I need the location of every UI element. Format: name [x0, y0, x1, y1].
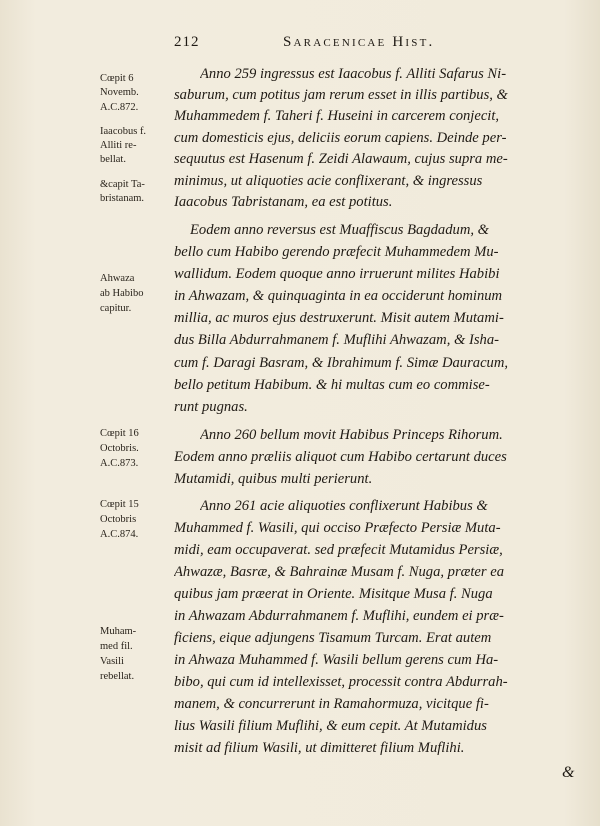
margin-note: ab Habibo: [100, 288, 144, 299]
text-line: Eodem anno præliis aliquot cum Habibo certarunt duces: [174, 449, 507, 465]
text-line: sequutus est Hasenum f. Zeidi Alawaum, cujus supra me-: [174, 151, 508, 167]
margin-note: capitur.: [100, 303, 132, 314]
margin-note: Octobris: [100, 514, 137, 525]
margin-note: bellat.: [100, 154, 126, 165]
text-line: in Ahwazam, & quinquaginta in ea occiderunt hominum: [174, 288, 503, 304]
text-line: Anno 261 acie aliquoties conflixerunt Habibus &: [200, 498, 488, 514]
margin-note: Iaacobus f.: [100, 126, 147, 137]
page-number: 212: [174, 34, 200, 50]
text-line: bello cum Habibo gerendo præfecit Muhammedem Mu-: [174, 244, 499, 260]
text-line: manem, & concurrerunt in Ramahormuza, vicitque fi-: [174, 696, 489, 712]
text-line: Mutamidi, quibus multi perierunt.: [174, 471, 373, 487]
text-line: bibo, qui cum id intellexisset, processit contra Abdurrah-: [174, 674, 508, 690]
margin-note: &capit Ta-: [100, 179, 145, 190]
text-line: Anno 260 bellum movit Habibus Princeps Rihorum.: [200, 427, 503, 443]
margin-note: Cœpit 15: [100, 499, 139, 510]
margin-note: bristanam.: [100, 193, 145, 204]
text-line: Muhammedem f. Taheri f. Huseini in carcerem conjecit,: [174, 108, 500, 124]
text-line: Muhammed f. Wasili, qui occiso Præfecto Persiæ Muta-: [174, 520, 501, 536]
text-line: midi, eam occupaverat. sed præfecit Mutamidus Persiæ,: [174, 542, 503, 558]
text-line: in Ahwazam Abdurrahmanem f. Muflihi, eundem ei præ-: [174, 608, 504, 624]
margin-note: Cœpit 6: [100, 73, 134, 84]
margin-note: A.C.873.: [100, 458, 139, 469]
text-line: Iaacobus Tabristanam, ea est potitus.: [174, 194, 393, 210]
text-line: wallidum. Eodem quoque anno irruerunt milites Habibi: [174, 266, 500, 282]
text-line: minimus, ut aliquoties acie conflixerant, & ingressus: [174, 173, 483, 189]
margin-note: Octobris.: [100, 443, 139, 454]
margin-note: Novemb.: [100, 87, 139, 98]
text-line: Ahwazæ, Basræ, & Bahrainæ Musam f. Nuga, præter ea: [174, 564, 505, 580]
text-line: cum f. Daragi Basram, & Ibrahimum f. Simæ Dauracum,: [174, 355, 509, 371]
text-line: bello petitum Habibum. & hi multas cum eo commise-: [174, 377, 490, 393]
margin-note: rebellat.: [100, 671, 135, 682]
catchword: &: [562, 764, 575, 781]
margin-note: Cœpit 16: [100, 428, 139, 439]
margin-note: Vasili: [100, 656, 124, 667]
text-line: ficiens, eique adjungens Tisamum Turcam. Erat autem: [174, 630, 492, 646]
text-line: dus Billa Abdurrahmanem f. Muflihi Ahwazam, & Isha-: [174, 332, 499, 348]
text-line: millia, ac muros ejus destruxerunt. Misit autem Mutami-: [174, 310, 504, 326]
text-line: saburum, cum potitus jam rerum esset in illis partibus, &: [174, 87, 508, 103]
text-line: in Ahwaza Muhammed f. Wasili bellum gerens cum Ha-: [174, 652, 499, 668]
running-title: Saracenicae Hist.: [283, 34, 435, 50]
margin-note: Ahwaza: [100, 273, 135, 284]
text-line: misit ad filium Wasili, ut dimitteret filium Muflihi.: [174, 740, 465, 756]
text-line: Eodem anno reversus est Muaffiscus Bagdadum, &: [190, 222, 490, 238]
margin-note: med fil.: [100, 641, 133, 652]
text-line: cum domesticis ejus, deliciis eorum capiens. Deinde per-: [174, 130, 507, 146]
margin-note: A.C.872.: [100, 102, 139, 113]
text-line: lius Wasili filium Muflihi, & eum cepit. At Mutamidus: [174, 718, 487, 734]
margin-note: Alliti re-: [100, 140, 137, 151]
margin-note: A.C.874.: [100, 529, 139, 540]
text-line: Anno 259 ingressus est Iaacobus f. Alliti Safarus Ni-: [200, 66, 507, 82]
text-line: quibus jam præerat in Oriente. Misitque Musa f. Nuga: [174, 586, 493, 602]
margin-note: Muham-: [100, 626, 137, 637]
text-line: runt pugnas.: [174, 399, 248, 415]
